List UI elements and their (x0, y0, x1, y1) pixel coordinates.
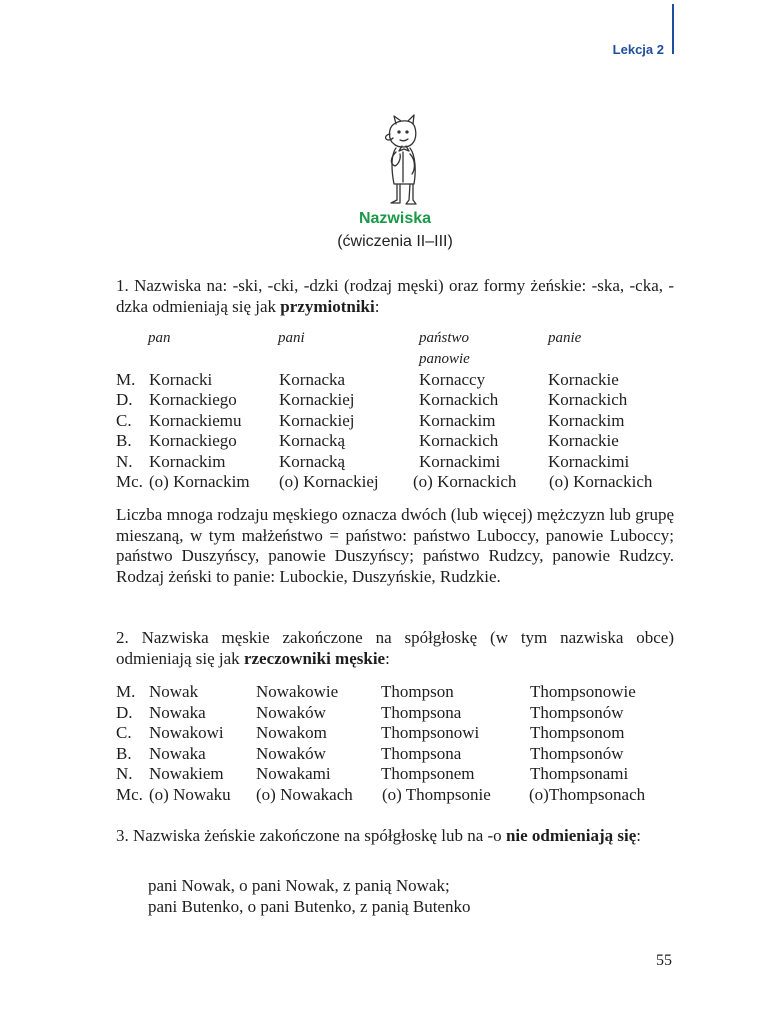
rule-2-paragraph (116, 628, 674, 669)
table-cell: (o) Kornackiej (279, 472, 379, 491)
table-cell: Kornackich (419, 390, 499, 409)
rule-3-bold: nie odmieniają się (505, 826, 637, 845)
table-cell: Kornackiej (279, 390, 355, 409)
table-cell: Kornackiego (149, 390, 237, 409)
lesson-label: Lekcja 2 (612, 42, 664, 57)
table-cell: Thompsonom (530, 723, 625, 742)
rule-3-text: 3. Nazwiska żeńskie zakończone na spółgłoskę lub na -o (116, 826, 506, 845)
table-cell: Kornackiego (149, 431, 237, 450)
table-cell: Kornacką (279, 451, 346, 471)
table-cell: Nowaków (256, 702, 326, 722)
table-cell: Nowaków (256, 743, 326, 763)
table-cell: Kornackim (419, 410, 496, 430)
table-cell: Thompsonów (530, 743, 624, 763)
case-label: Mc. (116, 784, 143, 804)
case-label: M. (116, 369, 136, 389)
case-label: C. (116, 723, 132, 742)
example-line: pani Nowak, o pani Nowak, z panią Nowak; (148, 876, 450, 895)
table-cell: Thompsonami (530, 764, 629, 783)
table-cell: Kornackie (548, 369, 619, 389)
table-cell: (o) Thompsonie (382, 784, 491, 804)
table-cell: Nowakom (256, 723, 327, 742)
table-cell: Nowaka (149, 743, 206, 763)
column-header: panie (548, 330, 582, 346)
column-header: pan (148, 330, 171, 346)
table-cell: Nowak (149, 682, 199, 701)
table-cell: Nowaka (149, 702, 206, 722)
rule-2-bold: rzeczowniki męskie (243, 648, 386, 668)
table-cell: Kornackich (419, 431, 499, 450)
rule-2-colon: : (385, 648, 390, 668)
table-cell: Thompsona (381, 743, 462, 763)
table-cell: Kornacka (279, 369, 346, 389)
table-cell: Kornacki (149, 369, 213, 389)
case-label: D. (116, 702, 133, 722)
table-cell: Kornackiej (279, 410, 355, 430)
column-header: pani (278, 330, 305, 346)
rule-1-text: 1. Nazwiska na: -ski, -cki, -dzki (rodzaj męski) oraz formy żeńskie: -ska, -cka, -dzka odmieniają się jak (116, 276, 674, 316)
rule-1-colon: : (374, 296, 380, 316)
rule-1-paragraph (116, 276, 674, 317)
table-cell: Kornackim (149, 451, 226, 471)
page-number: 55 (656, 952, 672, 969)
rule-3-paragraph (116, 826, 674, 847)
table-cell: Thompson (381, 682, 454, 701)
example-line: pani Butenko, o pani Butenko, z panią Butenko (148, 896, 471, 916)
table-cell: Nowakiem (149, 764, 224, 783)
table-cell: Nowakowi (149, 723, 224, 742)
case-label: D. (116, 390, 133, 409)
section-subtitle: (ćwiczenia II–III) (337, 233, 453, 250)
table-cell: Kornackimi (548, 451, 630, 471)
case-label: Mc. (116, 472, 143, 491)
table-cell: Nowakowie (256, 682, 339, 701)
table-cell: Kornackich (548, 390, 628, 409)
case-label: B. (116, 431, 132, 450)
case-label: N. (116, 764, 133, 783)
case-label: M. (116, 682, 136, 701)
table-cell: Kornackiemu (149, 410, 242, 430)
table-cell: Nowakami (256, 764, 331, 783)
table-cell: Thompsonem (381, 764, 475, 783)
case-label: B. (116, 743, 132, 763)
case-label: C. (116, 410, 132, 430)
plural-note-paragraph: Liczba mnoga rodzaju męskiego oznacza dwóch (lub więcej) mężczyzn lub grupę mieszaną, w tym małżeństwo = państwo: państwo Luboccy, panowie Luboccy; państwo Duszyńscy, panowie Duszyńscy; państwo Rudzcy, panowie Rudzcy. Rodzaj żeński to panie: Lubockie, Duszyńskie, Rudzkie. (116, 505, 674, 586)
table-cell: (o) Kornackim (149, 472, 250, 491)
table-cell: Thompsonowi (381, 723, 480, 742)
rule-2-text: 2. Nazwiska męskie zakończone na spółgłoskę (w tym nazwiska obce) odmieniają się jak (116, 628, 674, 668)
rule-3-colon: : (636, 826, 642, 845)
table-cell: (o) Nowakach (256, 784, 353, 804)
header-rule (672, 4, 674, 54)
column-header: państwo (419, 330, 470, 346)
table-cell: Thompsonowie (530, 682, 636, 701)
table-cell: (o)Thompsonach (529, 784, 646, 804)
table-cell: Kornackie (548, 431, 619, 450)
rule-1-bold: przymiotniki (280, 296, 375, 316)
table-cell: (o) Nowaku (149, 784, 231, 804)
column-header-extra: panowie (419, 350, 470, 367)
case-label: N. (116, 451, 133, 471)
table-cell: (o) Kornackich (549, 472, 653, 491)
section-title: Nazwiska (358, 210, 432, 227)
table-cell: Thompsona (381, 702, 462, 722)
table-cell: (o) Kornackich (413, 472, 517, 491)
table-cell: Kornaccy (419, 369, 486, 389)
table-cell: Kornackim (548, 410, 625, 430)
table-cell: Kornackimi (419, 451, 501, 471)
cartoon-figure-icon (368, 112, 438, 212)
table-cell: Kornacką (279, 431, 346, 450)
rule-3-examples (148, 876, 470, 917)
table-cell: Thompsonów (530, 702, 624, 722)
